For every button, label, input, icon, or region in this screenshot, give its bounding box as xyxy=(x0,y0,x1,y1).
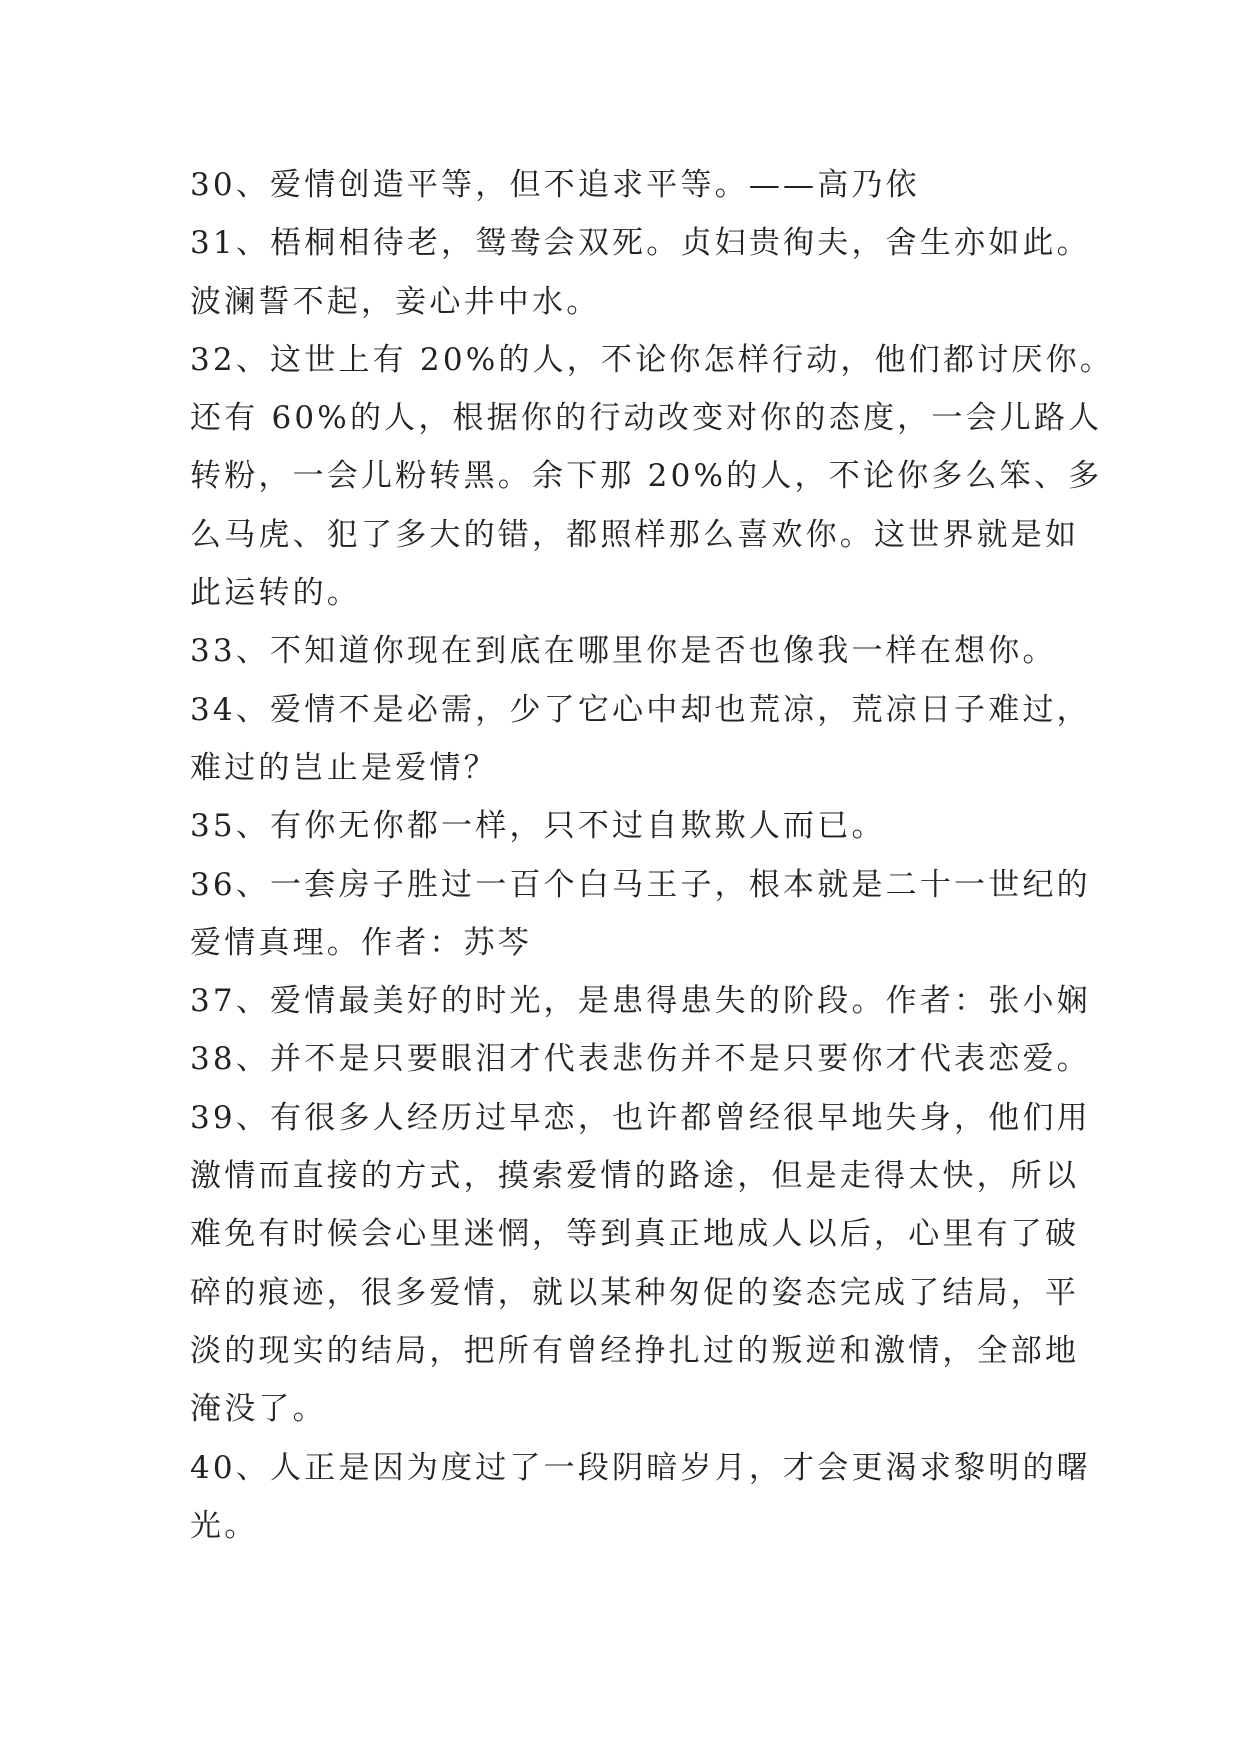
text-line: 31、梧桐相待老，鸳鸯会双死。贞妇贵徇夫，舍生亦如此。 xyxy=(190,225,1091,262)
text-line: 36、一套房子胜过一百个白马王子，根本就是二十一世纪的 xyxy=(190,866,1091,903)
text-line: 32、这世上有 20%的人，不论你怎样行动，他们都讨厌你。 xyxy=(190,341,1115,378)
text-line: 光。 xyxy=(190,1507,259,1544)
text-line: 还有 60%的人，根据你的行动改变对你的态度，一会儿路人 xyxy=(190,400,1103,437)
text-line: 33、不知道你现在到底在哪里你是否也像我一样在想你。 xyxy=(190,633,1057,670)
text-line: 34、爱情不是必需，少了它心中却也荒凉，荒凉日子难过， xyxy=(190,691,1091,728)
text-line: 难免有时候会心里迷惘，等到真正地成人以后，心里有了破 xyxy=(190,1216,1080,1253)
text-line: 波澜誓不起，妾心井中水。 xyxy=(190,283,601,320)
text-line: 淹没了。 xyxy=(190,1391,327,1428)
text-line: 此运转的。 xyxy=(190,575,361,612)
text-line: 40、人正是因为度过了一段阴暗岁月，才会更渴求黎明的曙 xyxy=(190,1449,1091,1486)
document-body xyxy=(190,156,1115,1555)
text-line: 30、爱情创造平等，但不追求平等。——高乃依 xyxy=(190,167,920,203)
text-line: 爱情真理。作者：苏芩 xyxy=(190,924,532,961)
text-line: 37、爱情最美好的时光，是患得患失的阶段。作者：张小娴 xyxy=(190,983,1091,1020)
text-line: 38、并不是只要眼泪才代表悲伤并不是只要你才代表恋爱。 xyxy=(190,1041,1091,1078)
text-line: 淡的现实的结局，把所有曾经挣扎过的叛逆和激情，全部地 xyxy=(190,1332,1080,1369)
text-line: 35、有你无你都一样，只不过自欺欺人而已。 xyxy=(190,808,886,845)
text-line: 激情而直接的方式，摸索爱情的路途，但是走得太快，所以 xyxy=(190,1158,1080,1195)
text-line: 难过的岂止是爱情？ xyxy=(190,749,498,786)
text-line: 么马虎、犯了多大的错，都照样那么喜欢你。这世界就是如 xyxy=(190,516,1080,553)
text-line: 39、有很多人经历过早恋，也许都曾经很早地失身，他们用 xyxy=(190,1099,1091,1136)
text-line: 碎的痕迹，很多爱情，就以某种匆促的姿态完成了结局，平 xyxy=(190,1274,1080,1311)
text-line: 转粉，一会儿粉转黑。余下那 20%的人，不论你多么笨、多 xyxy=(190,458,1103,495)
